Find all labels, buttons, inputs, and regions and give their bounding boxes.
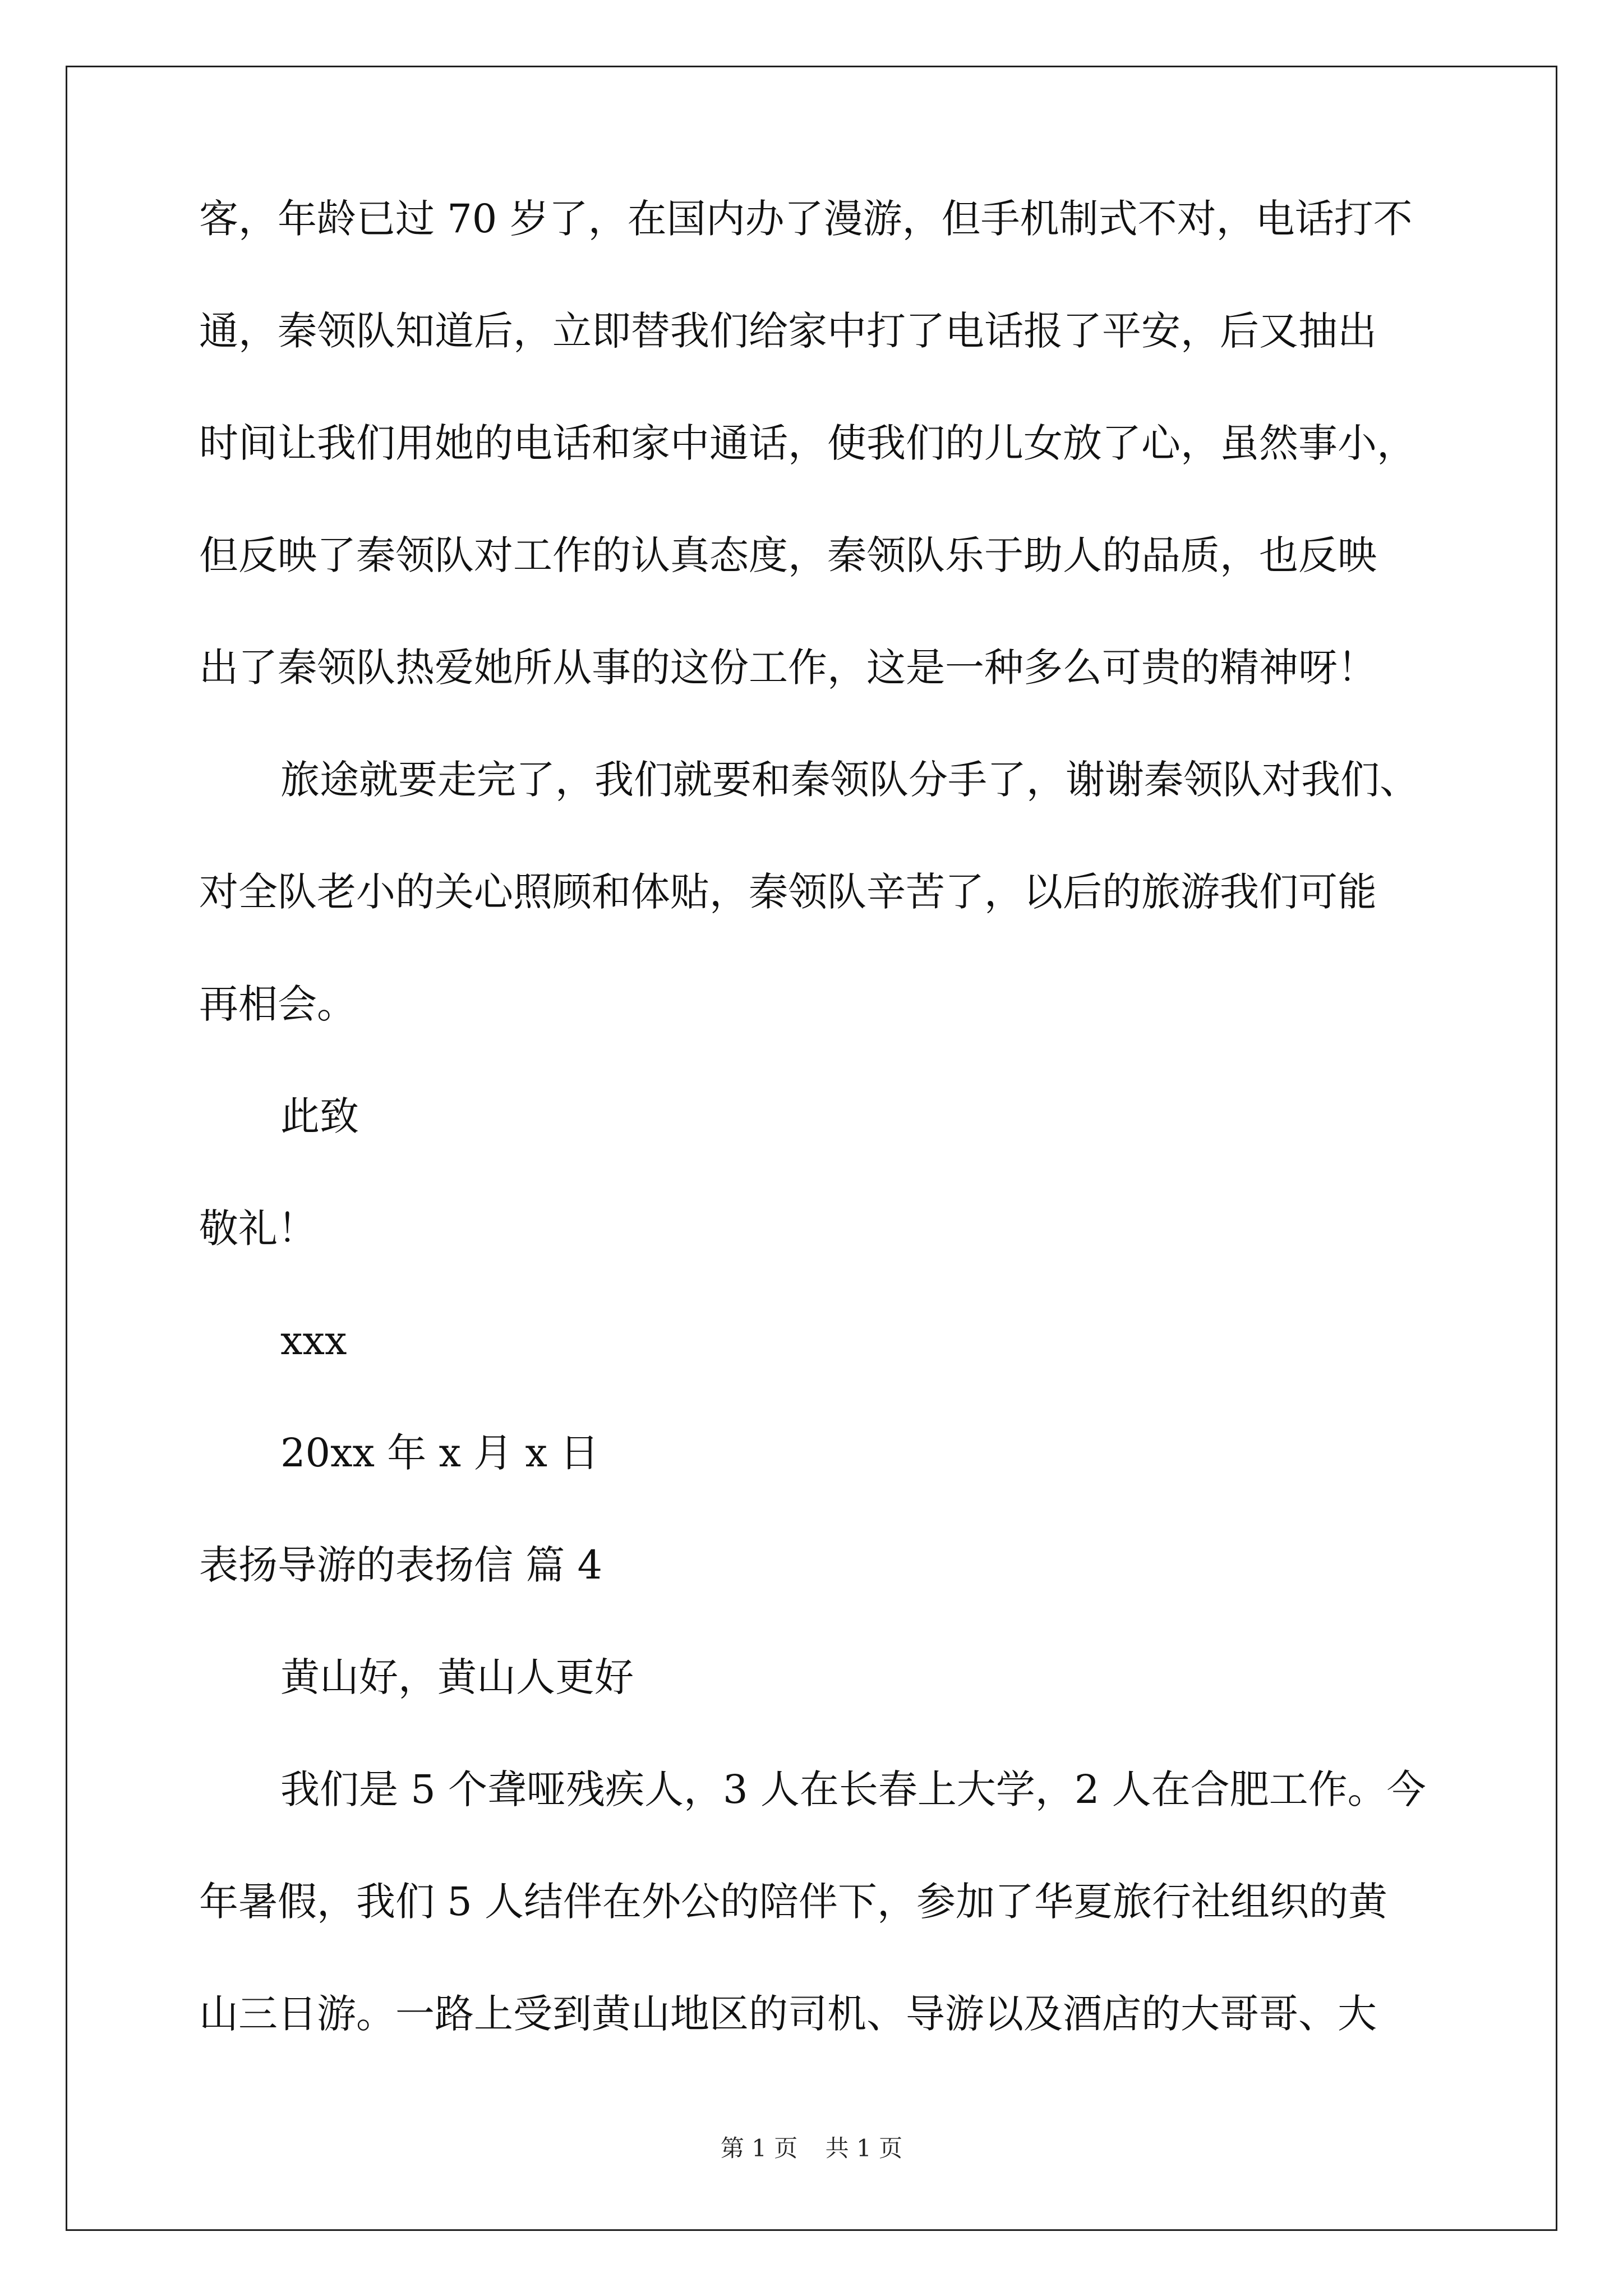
body-line: 通，秦领队知道后，立即替我们给家中打了电话报了平安，后又抽出 [199,308,1377,354]
signature-name: xxx [280,1318,347,1364]
body-line: 出了秦领队热爱她所从事的这份工作，这是一种多么可贵的精神呀！ [199,645,1377,691]
body-line: 年暑假，我们 5 人结伴在外公的陪伴下，参加了华夏旅行社组织的黄 [199,1879,1388,1925]
closing-salutation: 此致 [280,1093,359,1139]
body-line: 客，年龄已过 70 岁了，在国内办了漫游，但手机制式不对，电话打不 [199,196,1413,242]
body-line: 但反映了秦领队对工作的认真态度，秦领队乐于助人的品质，也反映 [199,532,1377,578]
body-line: 时间让我们用她的电话和家中通话，使我们的儿女放了心，虽然事小， [199,420,1416,466]
signature-date: 20xx 年 x 月 x 日 [280,1430,600,1476]
section-heading: 表扬导游的表扬信 篇 4 [199,1542,603,1588]
letter-title: 黄山好，黄山人更好 [280,1654,634,1700]
body-line: 我们是 5 个聋哑残疾人，3 人在长春上大学，2 人在合肥工作。今 [280,1766,1426,1812]
body-line: 山三日游。一路上受到黄山地区的司机、导游以及酒店的大哥哥、大 [199,1991,1377,2037]
closing-regards: 敬礼！ [199,1205,317,1251]
body-line: 再相会。 [199,981,356,1027]
page-number: 第 1 页 [720,2134,798,2162]
body-line: 对全队老小的关心照顾和体贴，秦领队辛苦了，以后的旅游我们可能 [199,869,1377,915]
page-total: 共 1 页 [825,2134,903,2162]
body-line: 旅途就要走完了，我们就要和秦领队分手了，谢谢秦领队对我们、 [280,757,1419,803]
page-footer [0,2132,1623,2165]
